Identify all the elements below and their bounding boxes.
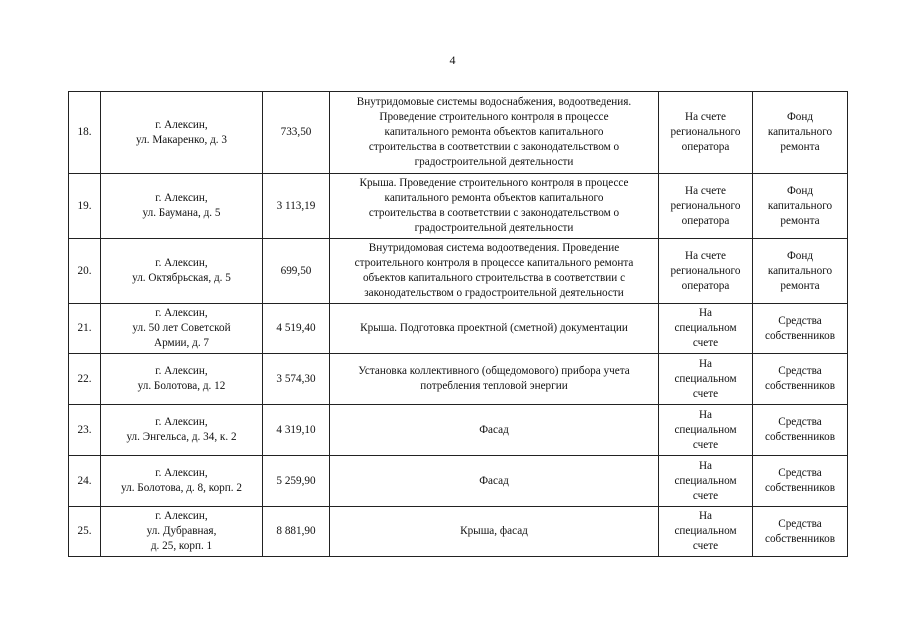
table-row: [69, 456, 848, 507]
account-cell: На счете регионального оператора: [659, 174, 753, 239]
funding-source-cell: Средства собственников: [753, 456, 848, 507]
funding-source-cell: Фонд капитального ремонта: [753, 239, 848, 304]
page-number: 4: [449, 53, 456, 67]
address-cell: г. Алексин, ул. Болотова, д. 8, корп. 2: [101, 456, 263, 507]
row-number: 25.: [69, 507, 101, 557]
area-cell: 733,50: [263, 92, 330, 174]
area-cell: 8 881,90: [263, 507, 330, 557]
table-row: [69, 239, 848, 304]
area-cell: 3 574,30: [263, 354, 330, 405]
address-cell: г. Алексин, ул. Баумана, д. 5: [101, 174, 263, 239]
address-cell: г. Алексин, ул. Октябрьская, д. 5: [101, 239, 263, 304]
table-row: [69, 174, 848, 239]
row-number: 19.: [69, 174, 101, 239]
row-number: 18.: [69, 92, 101, 174]
work-type-cell: Внутридомовая система водоотведения. Проведение строительного контроля в процессе капитального ремонта объектов капитального строительства в соответствии с законодательством о градостроительной деятельности: [330, 239, 659, 304]
work-type-cell: Установка коллективного (общедомового) прибора учета потребления тепловой энергии: [330, 354, 659, 405]
address-cell: г. Алексин, ул. Макаренко, д. 3: [101, 92, 263, 174]
account-cell: На специальном счете: [659, 456, 753, 507]
funding-source-cell: Средства собственников: [753, 304, 848, 354]
work-type-cell: Фасад: [330, 405, 659, 456]
funding-source-cell: Средства собственников: [753, 354, 848, 405]
table-row: [69, 304, 848, 354]
area-cell: 3 113,19: [263, 174, 330, 239]
account-cell: На специальном счете: [659, 354, 753, 405]
address-cell: г. Алексин, ул. Дубравная, д. 25, корп. 1: [101, 507, 263, 557]
funding-source-cell: Средства собственников: [753, 507, 848, 557]
row-number: 23.: [69, 405, 101, 456]
row-number: 20.: [69, 239, 101, 304]
account-cell: На специальном счете: [659, 507, 753, 557]
funding-source-cell: Фонд капитального ремонта: [753, 92, 848, 174]
account-cell: На специальном счете: [659, 405, 753, 456]
address-cell: г. Алексин, ул. Болотова, д. 12: [101, 354, 263, 405]
work-type-cell: Крыша, фасад: [330, 507, 659, 557]
work-type-cell: Крыша. Проведение строительного контроля в процессе капитального ремонта объектов капитального строительства в соответствии с законодательством о градостроительной деятельности: [330, 174, 659, 239]
capital-repair-table: [68, 91, 848, 557]
work-type-cell: Крыша. Подготовка проектной (сметной) документации: [330, 304, 659, 354]
row-number: 22.: [69, 354, 101, 405]
area-cell: 4 519,40: [263, 304, 330, 354]
work-type-cell: Фасад: [330, 456, 659, 507]
work-type-cell: Внутридомовые системы водоснабжения, водоотведения. Проведение строительного контроля в процессе капитального ремонта объектов капитального строительства в соответствии с законодательством о градостроительной деятельности: [330, 92, 659, 174]
table-row: [69, 405, 848, 456]
row-number: 21.: [69, 304, 101, 354]
funding-source-cell: Фонд капитального ремонта: [753, 174, 848, 239]
area-cell: 5 259,90: [263, 456, 330, 507]
table-row: [69, 507, 848, 557]
funding-source-cell: Средства собственников: [753, 405, 848, 456]
row-number: 24.: [69, 456, 101, 507]
area-cell: 4 319,10: [263, 405, 330, 456]
address-cell: г. Алексин, ул. Энгельса, д. 34, к. 2: [101, 405, 263, 456]
account-cell: На специальном счете: [659, 304, 753, 354]
table-row: [69, 354, 848, 405]
account-cell: На счете регионального оператора: [659, 239, 753, 304]
address-cell: г. Алексин, ул. 50 лет Советской Армии, д. 7: [101, 304, 263, 354]
account-cell: На счете регионального оператора: [659, 92, 753, 174]
table-row: [69, 92, 848, 174]
area-cell: 699,50: [263, 239, 330, 304]
